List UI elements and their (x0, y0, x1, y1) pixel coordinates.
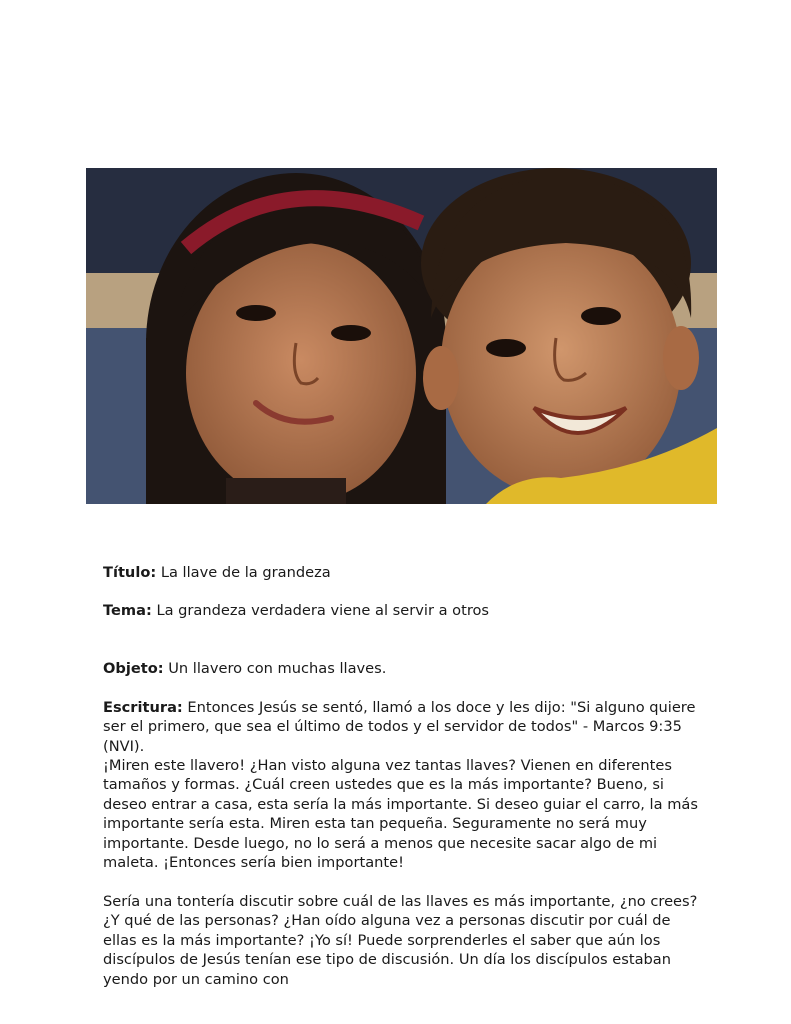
body-paragraph-2: Sería una tontería discutir sobre cuál de las llaves es más importante, ¿no crees? ¿Y qué de las personas? ¿Han oído alguna vez a personas discutir por cuál de ellas es la más importante? ¡Yo sí! Puede sorprenderles el saber que aún los discípulos de Jesús tenían ese tipo de discusión. Un día los discípulos estaban yendo por un camino con (103, 893, 698, 988)
theme-value: La grandeza verdadera viene al servir a otros (156, 602, 490, 619)
scripture-label: Escritura: (103, 699, 183, 716)
title-value: La llave de la grandeza (160, 564, 331, 581)
theme-label: Tema: (103, 602, 152, 619)
title-label: Título: (103, 564, 157, 581)
scripture-value: Entonces Jesús se sentó, llamó a los doce y les dijo: "Si alguno quiere ser el primero, que sea el último de todos y el servidor de todos" - Marcos 9:35 (NVI). (103, 699, 696, 755)
object-value: Un llavero con muchas llaves. (168, 660, 387, 677)
photo-children-icon (86, 168, 717, 504)
scripture-line (103, 698, 703, 756)
children-photo (86, 168, 717, 504)
object-label: Objeto: (103, 660, 164, 677)
body-paragraph-1: ¡Miren este llavero! ¿Han visto alguna vez tantas llaves? Vienen en diferentes tamaños y formas. ¿Cuál creen ustedes que es la más importante? Bueno, si deseo entrar a casa, esta sería la más importante. Si deseo guiar el carro, la más importante sería esta. Miren esta tan pequeña. Seguramente no será muy importante. Desde luego, no lo será a menos que necesite sacar algo de mi maleta. ¡Entonces sería bien importante! (103, 757, 698, 872)
title-line (103, 563, 703, 582)
object-line (103, 659, 703, 678)
theme-line (103, 601, 703, 620)
